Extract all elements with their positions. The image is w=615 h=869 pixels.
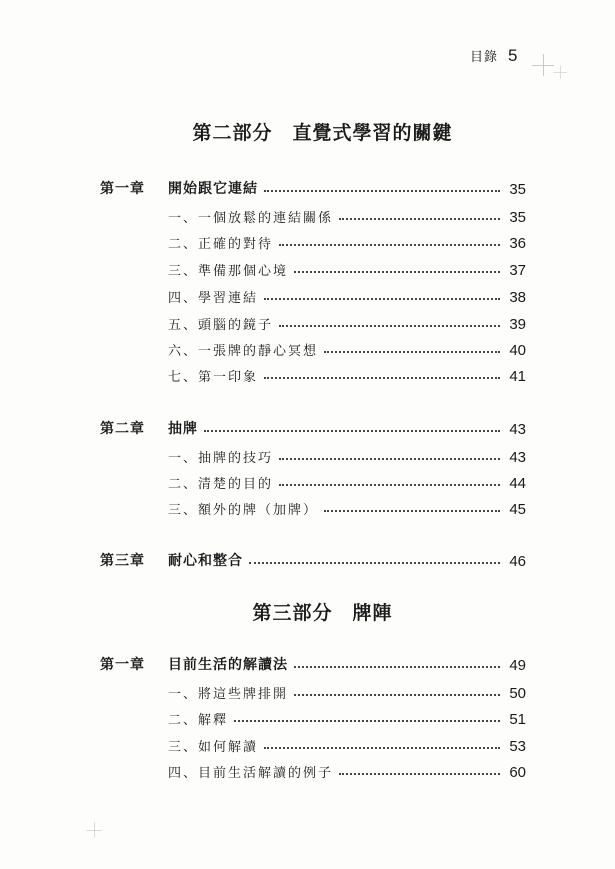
chapter-number: 第一章 [100, 181, 145, 197]
dot-leader [249, 562, 500, 564]
dot-leader [324, 510, 500, 512]
page-number: 36 [509, 235, 526, 252]
chapter-number: 第一章 [100, 657, 145, 673]
section-title: 二、清楚的目的 [168, 477, 274, 492]
page-number: 35 [509, 181, 526, 198]
dot-leader [279, 484, 500, 486]
dot-leader [294, 694, 500, 696]
dot-leader [264, 747, 500, 749]
dot-leader [294, 666, 500, 668]
dot-leader [264, 190, 500, 192]
dot-leader [339, 218, 500, 220]
page-number: 37 [509, 262, 526, 279]
chapter-title: 開始跟它連結 [168, 181, 258, 197]
part-title: 第三部分 牌陣 [252, 602, 393, 624]
chapter-entry[interactable] [100, 176, 526, 198]
page-number: 49 [509, 657, 526, 674]
section-title: 五、頭腦的鏡子 [168, 318, 274, 333]
dot-leader [324, 351, 500, 353]
page-number: 60 [509, 764, 526, 781]
running-header [470, 46, 600, 66]
page-number: 53 [509, 738, 526, 755]
section-title: 三、如何解讀 [168, 740, 259, 755]
chapter-number: 第二章 [100, 421, 145, 437]
page-number: 43 [509, 449, 526, 466]
page-number: 39 [509, 316, 526, 333]
dot-leader [339, 773, 500, 775]
page-number: 44 [509, 475, 526, 492]
section-entry[interactable] [100, 204, 526, 226]
chapter-number: 第三章 [100, 553, 145, 569]
dot-leader [264, 377, 500, 379]
section-entry[interactable] [100, 706, 526, 728]
section-entry[interactable] [100, 257, 526, 279]
sparkle-icon [560, 72, 561, 73]
page-number: 51 [509, 711, 526, 728]
section-title: 二、正確的對待 [168, 237, 274, 252]
header-page-number: 5 [508, 46, 518, 65]
section-entry[interactable] [100, 284, 526, 306]
header-label: 目錄 [470, 50, 499, 65]
page-number: 40 [509, 342, 526, 359]
section-entry[interactable] [100, 496, 526, 518]
sparkle-icon [94, 830, 95, 831]
dot-leader [279, 325, 500, 327]
part-title: 第二部分 直覺式學習的關鍵 [192, 122, 453, 144]
dot-leader [294, 271, 500, 273]
chapter-title: 耐心和整合 [168, 553, 243, 569]
chapter-title: 目前生活的解讀法 [168, 657, 288, 673]
section-entry[interactable] [100, 733, 526, 755]
section-title: 三、額外的牌（加牌） [168, 503, 319, 518]
section-title: 三、準備那個心境 [168, 264, 289, 279]
section-title: 一、將這些牌排開 [168, 687, 289, 702]
page-number: 43 [509, 421, 526, 438]
chapter-entry[interactable] [100, 548, 526, 570]
section-entry[interactable] [100, 680, 526, 702]
dot-leader [264, 298, 500, 300]
section-entry[interactable] [100, 363, 526, 385]
section-entry[interactable] [100, 230, 526, 252]
section-entry[interactable] [100, 444, 526, 466]
section-entry[interactable] [100, 759, 526, 781]
dot-leader [279, 458, 500, 460]
sparkle-icon [543, 65, 544, 66]
section-entry[interactable] [100, 337, 526, 359]
section-title: 六、一張牌的靜心冥想 [168, 344, 319, 359]
section-entry[interactable] [100, 311, 526, 333]
page-number: 35 [509, 209, 526, 226]
page-number: 50 [509, 685, 526, 702]
section-title: 四、目前生活解讀的例子 [168, 766, 334, 781]
dot-leader [279, 244, 500, 246]
section-title: 一、抽牌的技巧 [168, 451, 274, 466]
dot-leader [234, 720, 500, 722]
page-number: 41 [509, 368, 526, 385]
page-number: 45 [509, 501, 526, 518]
dot-leader [204, 430, 500, 432]
chapter-entry[interactable] [100, 652, 526, 674]
chapter-title: 抽牌 [168, 421, 198, 437]
chapter-entry[interactable] [100, 416, 526, 438]
section-title: 四、學習連結 [168, 291, 259, 306]
section-title: 七、第一印象 [168, 370, 259, 385]
section-title: 一、一個放鬆的連結關係 [168, 211, 334, 226]
page-number: 38 [509, 289, 526, 306]
section-title: 二、解釋 [168, 713, 229, 728]
page-number: 46 [509, 553, 526, 570]
section-entry[interactable] [100, 470, 526, 492]
